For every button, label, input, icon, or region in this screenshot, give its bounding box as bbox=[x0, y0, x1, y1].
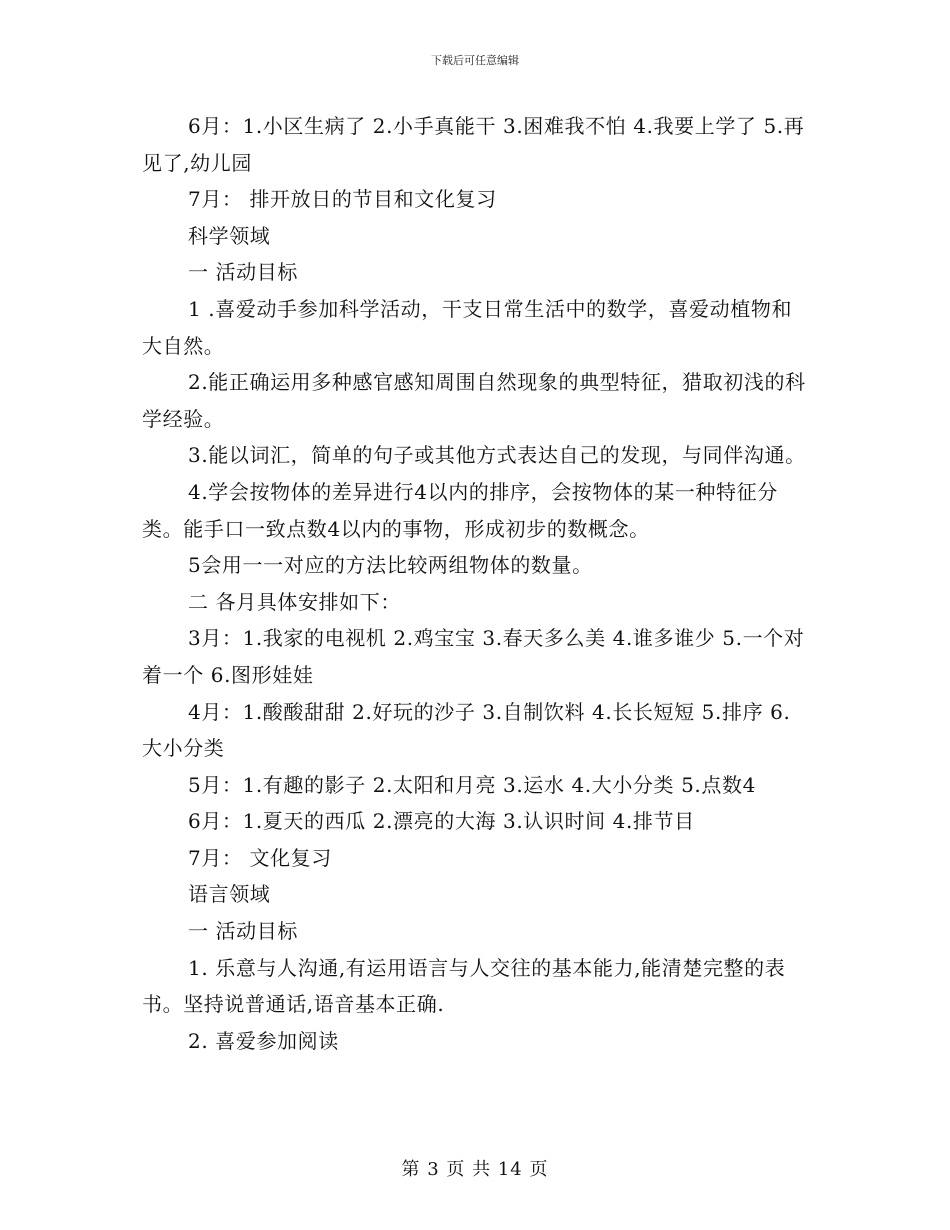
paragraph: 1 .喜爱动手参加科学活动，干支日常生活中的数学，喜爱动植物和大自然。 bbox=[142, 296, 793, 358]
paragraph: 6月：1.夏天的西瓜 2.漂亮的大海 3.认识时间 4.排节目 bbox=[188, 809, 695, 834]
document-body bbox=[142, 108, 810, 1059]
subsection-heading: 一 活动目标 bbox=[188, 260, 298, 285]
paragraph: 4.学会按物体的差异进行4以内的排序，会按物体的某一种特征分类。能手口一致点数4以内的事物，形成初步的数概念。 bbox=[142, 479, 778, 541]
subsection-heading: 二 各月具体安排如下： bbox=[188, 589, 401, 614]
paragraph: 3月：1.我家的电视机 2.鸡宝宝 3.春天多么美 4.谁多谁少 5.一个对着一个 6.图形娃娃 bbox=[142, 626, 805, 687]
paragraph: 4月：1.酸酸甜甜 2.好玩的沙子 3.自制饮料 4.长长短短 5.排序 6.大小分类 bbox=[142, 699, 791, 761]
subsection-heading: 一 活动目标 bbox=[188, 919, 298, 944]
section-heading: 语言领域 bbox=[188, 882, 271, 907]
page-footer: 第 3 页 共 14 页 bbox=[401, 1159, 549, 1180]
paragraph: 7月： 文化复习 bbox=[188, 845, 332, 870]
paragraph: 2.能正确运用多种感官感知周围自然现象的典型特征，猎取初浅的科学经验。 bbox=[142, 370, 806, 431]
paragraph: 2. 喜爱参加阅读 bbox=[188, 1028, 339, 1053]
paragraph: 5会用一一对应的方法比较两组物体的数量。 bbox=[188, 553, 593, 578]
paragraph: 7月： 排开放日的节目和文化复习 bbox=[188, 187, 497, 212]
paragraph: 1. 乐意与人沟通,有运用语言与人交往的基本能力,能清楚完整的表书。坚持说普通话,语音基本正确. bbox=[142, 955, 786, 1017]
paragraph: 5月：1.有趣的影子 2.太阳和月亮 3.运水 4.大小分类 5.点数4 bbox=[188, 772, 756, 797]
page-header: 下载后可任意编辑 bbox=[431, 54, 519, 67]
section-heading: 科学领域 bbox=[188, 223, 271, 248]
paragraph: 6月：1.小区生病了 2.小手真能干 3.困难我不怕 4.我要上学了 5.再见了,幼儿园 bbox=[142, 114, 805, 175]
paragraph: 3.能以词汇，简单的句子或其他方式表达自己的发现，与同伴沟通。 bbox=[188, 443, 806, 468]
